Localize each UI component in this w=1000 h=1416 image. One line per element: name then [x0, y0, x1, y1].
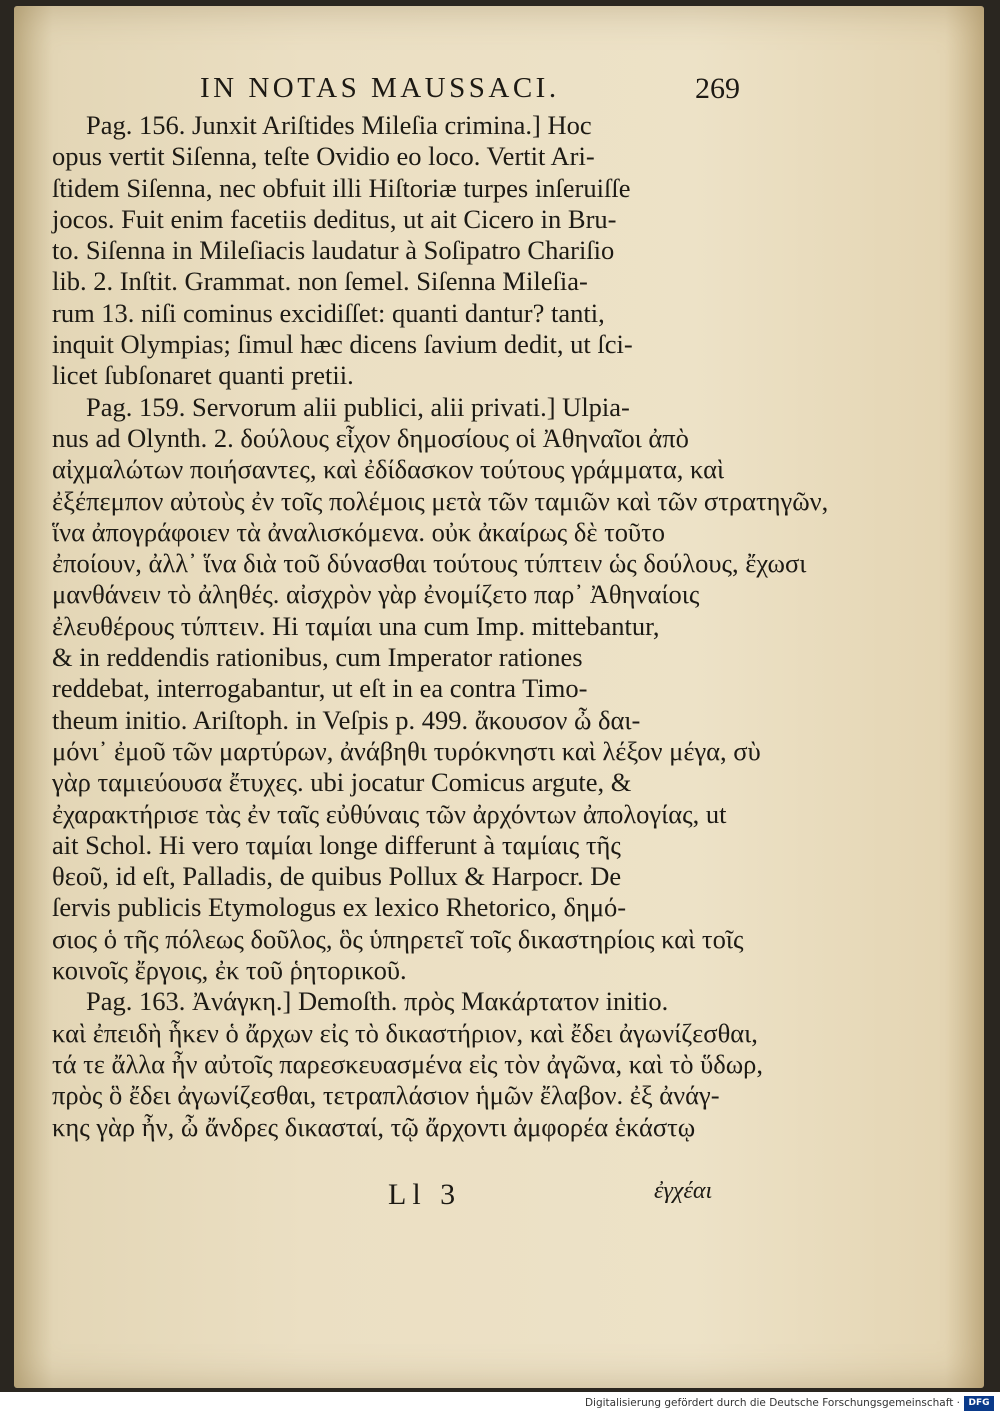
- funding-credit: Digitalisierung gefördert durch die Deutsche Forschungsgemeinschaft ·: [584, 1397, 960, 1409]
- text-line: nus ad Olynth. 2. δούλους εἶχον δημοσίους οἱ Ἀθηναῖοι ἀπὸ: [52, 422, 689, 453]
- page-bottom: [0, 1178, 1000, 1218]
- text-line: to. Siſenna in Mileſiacis laudatur à Soſipatro Chariſio: [52, 235, 615, 266]
- text-line: αἰχμαλώτων ποιήσαντες, καὶ ἐδίδασκον τούτους γράμματα, καὶ: [52, 454, 725, 485]
- paragraph-pag-159: [52, 391, 829, 987]
- running-head: IN NOTAS MAUSSACI.: [200, 72, 560, 104]
- text-line: theum initio. Ariſtoph. in Veſpis p. 499. ἄκουσον ὦ δαι-: [52, 704, 641, 735]
- text-line: θεοῦ, id eſt, Palladis, de quibus Pollux & Harpocr. De: [52, 861, 622, 892]
- text-line: lib. 2. Inſtit. Grammat. non ſemel. Siſenna Mileſia-: [52, 266, 588, 297]
- text-line: κης γὰρ ἦν, ὦ ἄνδρες δικασταί, τῷ ἄρχοντι ἀμφορέα ἑκάστῳ: [52, 1111, 696, 1142]
- text-line: & in reddendis rationibus, cum Imperator rationes: [52, 642, 583, 673]
- text-line: ἐποίουν, ἀλλ᾽ ἵνα διὰ τοῦ δύνασθαι τούτους τύπτειν ὡς δούλους, ἔχωσι: [52, 548, 807, 579]
- text-line: γὰρ ταμιεύουσα ἔτυχες. ubi jocatur Comicus argute, &: [52, 767, 632, 798]
- text-line: ſtidem Siſenna, nec obfuit illi Hiſtoriæ turpes inſeruiſſe: [52, 172, 631, 203]
- page-body: [52, 110, 829, 1143]
- text-line: Pag. 156. Junxit Ariſtides Mileſia crimina.] Hoc: [86, 110, 592, 140]
- text-line: Pag. 159. Servorum alii publici, alii privati.] Ulpia-: [86, 391, 630, 422]
- text-line: τά τε ἄλλα ἦν αὐτοῖς παρεσκευασμένα εἰς τὸν ἀγῶνα, καὶ τὸ ὕδωρ,: [52, 1048, 763, 1079]
- dfg-logo-icon: DFG: [964, 1396, 994, 1411]
- signature-mark: Ll 3: [388, 1178, 462, 1211]
- page-number: 269: [695, 72, 740, 105]
- text-line: reddebat, interrogabantur, ut eſt in ea contra Timo-: [52, 673, 588, 704]
- text-line: rum 13. niſi cominus excidiſſet: quanti dantur? tanti,: [52, 297, 605, 328]
- text-line: ait Schol. Hi vero ταμίαι longe differunt à ταμίαις τῆς: [52, 829, 621, 860]
- text-line: ἐλευθέρους τύπτειν. Hi ταμίαι una cum Imp. mittebantur,: [52, 610, 660, 641]
- page-header: [200, 72, 740, 112]
- text-line: ἵνα ἀπογράφοιεν τὰ ἀναλισκόμενα. οὐκ ἀκαίρως δὲ τοῦτο: [52, 516, 665, 547]
- text-line: licet ſubſonaret quanti pretii.: [52, 360, 354, 391]
- paragraph-pag-156: [52, 110, 744, 392]
- text-line: κοινοῖς ἔργοις, ἐκ τοῦ ῥητορικοῦ.: [52, 955, 407, 986]
- text-line: jocos. Fuit enim facetiis deditus, ut ait Cicero in Bru-: [52, 203, 617, 234]
- text-line: ἐξέπεμπον αὐτοὺς ἐν τοῖς πολέμοις μετὰ τῶν ταμιῶν καὶ τῶν στρατηγῶν,: [52, 485, 829, 516]
- text-line: Pag. 163. Ἀνάγκη.] Demoſth. πρὸς Μακάρτατον initio.: [86, 986, 669, 1017]
- text-line: πρὸς ὃ ἔδει ἀγωνίζεσθαι, τετραπλάσιον ἡμῶν ἔλαβον. ἐξ ἀνάγ-: [52, 1080, 720, 1111]
- text-line: σιος ὁ τῆς πόλεως δοῦλος, ὃς ὑπηρετεῖ τοῖς δικαστηρίοις καὶ τοῖς: [52, 923, 744, 954]
- catchword: ἐγχέαι: [654, 1178, 713, 1204]
- text-line: μανθάνειν τὸ ἀληθές. αἰσχρὸν γὰρ ἐνομίζετο παρ᾽ Ἀθηναίοις: [52, 579, 700, 610]
- text-line: inquit Olympias; ſimul hæc dicens ſavium dedit, ut ſci-: [52, 329, 633, 360]
- text-line: opus vertit Siſenna, teſte Ovidio eo loco. Vertit Ari-: [52, 141, 595, 172]
- text-line: ſervis publicis Etymologus ex lexico Rhetorico, δημό-: [52, 892, 627, 923]
- footer-bar: [0, 1392, 1000, 1416]
- text-line: μόνι᾽ ἐμοῦ τῶν μαρτύρων, ἀνάβηθι τυρόκνηστι καὶ λέξον μέγα, σὺ: [52, 735, 761, 766]
- text-line: ἐχαρακτήρισε τὰς ἐν ταῖς εὐθύναις τῶν ἀρχόντων ἀπολογίας, ut: [52, 798, 727, 829]
- paragraph-pag-163: [52, 986, 763, 1142]
- text-line: καὶ ἐπειδὴ ἧκεν ὁ ἄρχων εἰς τὸ δικαστήριον, καὶ ἔδει ἀγωνίζεσθαι,: [52, 1017, 758, 1048]
